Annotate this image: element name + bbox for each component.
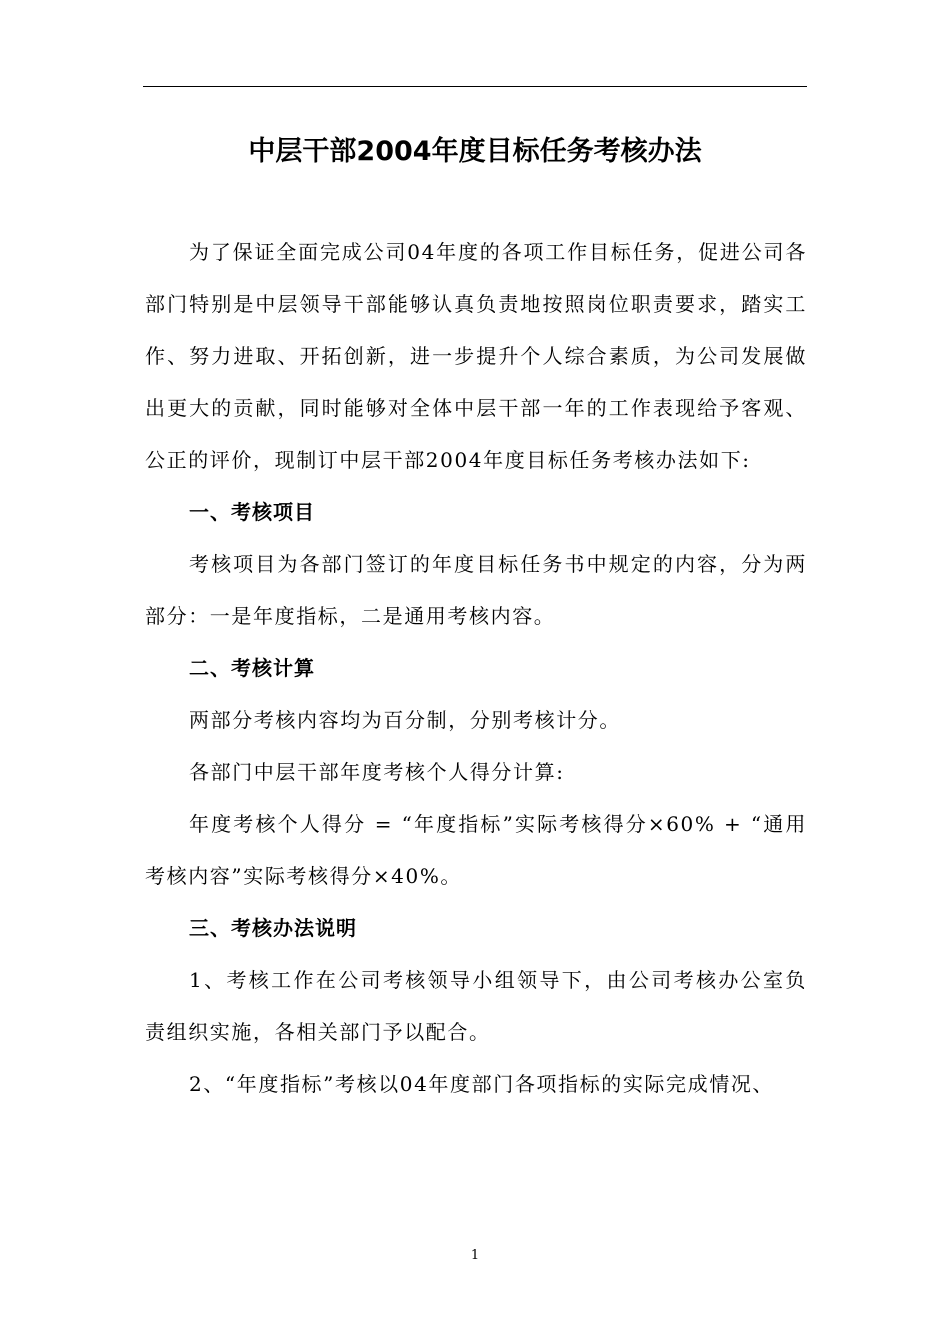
document-body <box>145 226 807 1110</box>
section1-heading: 一、考核项目 <box>189 500 315 524</box>
section3-item-1: 1、考核工作在公司考核领导小组领导下，由公司考核办公室负责组织实施，各相关部门予以配合。 <box>145 968 807 1044</box>
section2-paragraph-2: 各部门中层干部年度考核个人得分计算: <box>189 760 565 784</box>
page-number: 1 <box>470 1248 480 1263</box>
header-rule <box>143 86 807 87</box>
section1-paragraph: 考核项目为各部门签订的年度目标任务书中规定的内容，分为两部分：一是年度指标，二是通用考核内容。 <box>145 552 807 628</box>
intro-paragraph: 为了保证全面完成公司04年度的各项工作目标任务，促进公司各部门特别是中层领导干部能够认真负责地按照岗位职责要求，踏实工作、努力进取、开拓创新，进一步提升个人综合素质，为公司发展做出更大的贡献，同时能够对全体中层干部一年的工作表现给予客观、公正的评价，现制订中层干部2004年度目标任务考核办法如下: <box>145 240 807 472</box>
section2-paragraph-1: 两部分考核内容均为百分制，分别考核计分。 <box>189 708 621 732</box>
section3-item-2: 2、“年度指标”考核以04年度部门各项指标的实际完成情况、 <box>189 1072 775 1096</box>
section2-heading: 二、考核计算 <box>189 656 315 680</box>
section3-heading: 三、考核办法说明 <box>189 916 357 940</box>
document-title: 中层干部2004年度目标任务考核办法 <box>248 136 702 167</box>
section2-formula: 年度考核个人得分 = “年度指标”实际考核得分×60% + “通用考核内容”实际考核得分×40%。 <box>145 812 807 888</box>
